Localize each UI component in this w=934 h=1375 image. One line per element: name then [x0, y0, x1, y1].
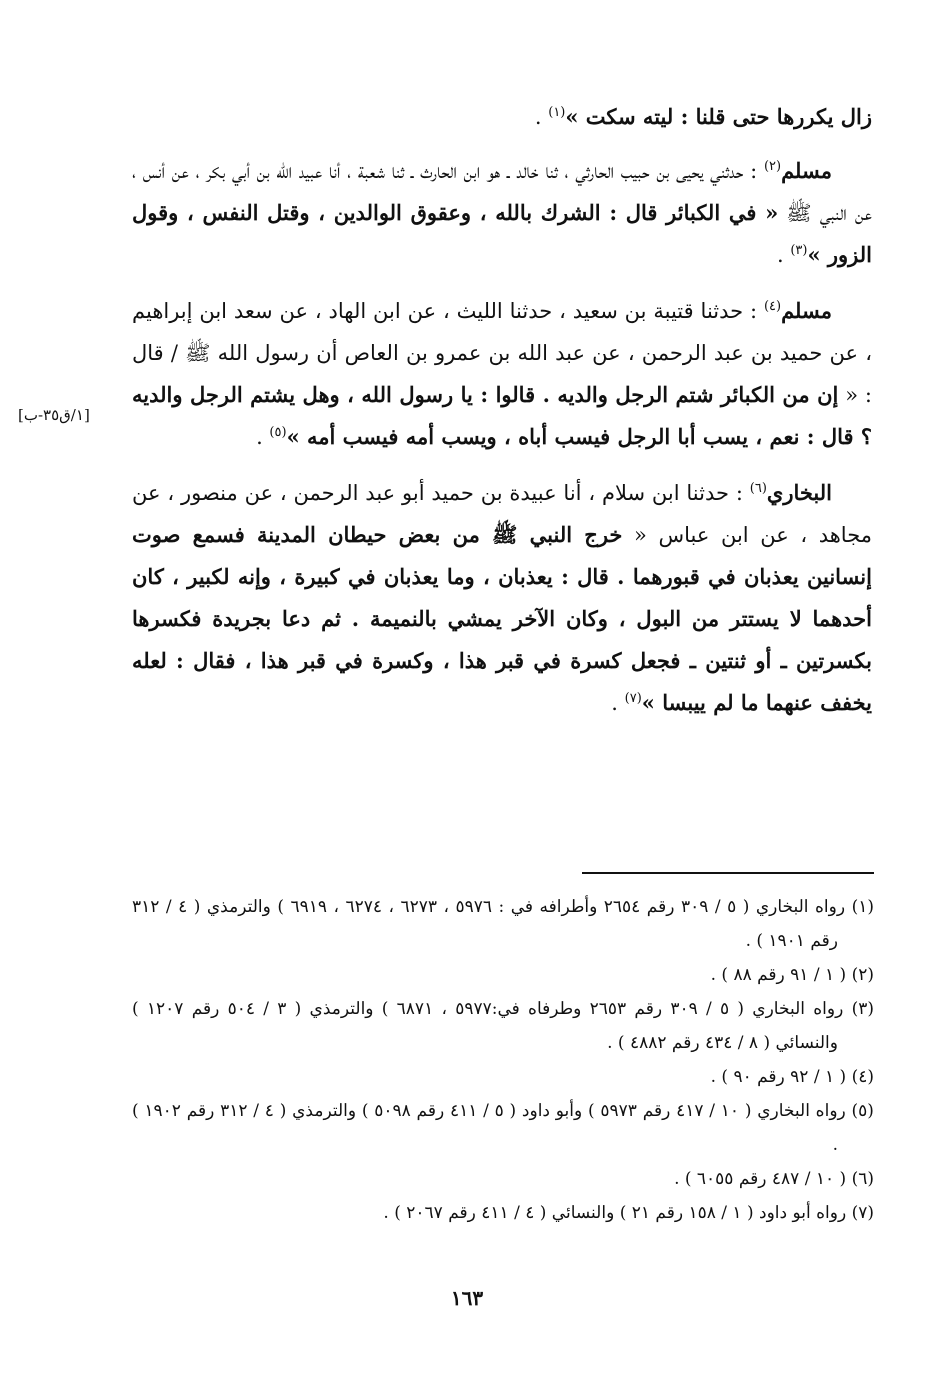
paragraph-end: .: [256, 425, 270, 449]
page-number: ١٦٣: [450, 1286, 484, 1310]
paragraph-end: .: [611, 691, 625, 715]
main-text: [132, 96, 872, 738]
hadith-text: « في الكبائر قال : الشرك بالله ، وعقوق الوالدين ، وقتل النفس ، وقول الزور »: [132, 200, 872, 267]
footnote-number: (١): [851, 897, 874, 917]
footnote-3: [132, 992, 874, 1060]
footnote-5: [132, 1094, 874, 1162]
footnote-divider: [582, 872, 874, 874]
footnote-text: رواه البخاري ( ١٠ / ٤١٧ رقم ٥٩٧٣ ) وأبو داود ( ٥ / ٤١١ رقم ٥٠٩٨ ) والترمذي ( ٤ / ٣١٢ رقم ١٩٠٢ ) .: [132, 1101, 846, 1155]
paragraph-end: .: [534, 105, 549, 129]
paragraph-1: [132, 96, 872, 138]
footnote-number: (٥): [851, 1101, 874, 1121]
footnote-text: ( ١ / ٩٢ رقم ٩٠ ) .: [710, 1067, 847, 1087]
footnote-number: (٣): [851, 999, 874, 1019]
footnote-number: (٤): [851, 1067, 874, 1087]
footnote-ref: (٥): [269, 425, 287, 440]
footnote-text: رواه أبو داود ( ١ / ١٥٨ رقم ٢١ ) والنسائي ( ٤ / ٤١١ رقم ٢٠٦٧ ) .: [383, 1203, 847, 1223]
footnote-6: [132, 1162, 874, 1196]
footnote-1: [132, 890, 874, 958]
isnad-chain: : حدثني يحيى بن حبيب الحارثي ، ثنا خالد ـ هو ابن الحارث ـ ثنا شعبة ، أنا عبيد الله بن أبي بكر ، عن أنس ، عن النبي ﷺ: [132, 159, 872, 225]
footnote-text: رواه البخاري ( ٥ / ٣٠٩ رقم ٢٦٥٣ وطرفاه في:٥٩٧٧ ، ٦٨٧١ ) والترمذي ( ٣ / ٥٠٤ رقم ١٢٠٧ ) والنسائي ( ٨ / ٤٣٤ رقم ٤٨٨٢ ) .: [132, 999, 844, 1053]
footnote-text: ( ١٠ / ٤٨٧ رقم ٦٠٥٥ ) .: [674, 1169, 847, 1189]
footnote-ref: (٤): [763, 299, 782, 314]
paragraph-end: .: [776, 243, 791, 267]
footnote-ref: (٦): [749, 481, 767, 496]
footnote-4: [132, 1060, 874, 1094]
footnote-2: [132, 958, 874, 992]
footnote-ref: (١): [548, 105, 566, 120]
hadith-text: إن من الكبائر شتم الرجل والديه . قالوا : يا رسول الله ، وهل يشتم الرجل والديه ؟ قال : نعم ، يسب أبا الرجل فيسب أباه ، ويسب أمه فيسب أمه »: [132, 382, 872, 449]
paragraph-4: [132, 472, 872, 724]
source-name: مسلم: [781, 158, 832, 183]
source-name: مسلم: [781, 298, 832, 323]
footnote-ref: (٧): [624, 691, 642, 706]
footnote-7: [132, 1196, 874, 1230]
hadith-text: خرج النبي ﷺ من بعض حيطان المدينة فسمع صوت إنسانين يعذبان في قبورهما . قال : يعذبان ، وما يعذبان في كبيرة ، وإنه لكبير ، كان أحدهما لا يستتر من البول ، وكان الآخر يمشي بالنميمة . ثم دعا بجريدة فكسرها بكسرتين ـ أو ثنتين ـ فجعل كسرة في قبر هذا ، وكسرة في قبر هذا ، فقال : لعله يخفف عنهما ما لم ييبسا »: [132, 522, 872, 715]
footnote-number: (٦): [851, 1169, 874, 1189]
footnote-ref: (٣): [790, 243, 808, 258]
isnad-chain: : حدثنا قتيبة بن سعيد ، حدثنا الليث ، عن ابن الهاد ، عن سعد ابن إبراهيم ، عن حميد بن عبد الرحمن ، عن عبد الله بن عمرو بن العاص أن رسول الله ﷺ / قال : «: [132, 299, 873, 407]
source-name: البخاري: [766, 480, 832, 505]
manuscript-folio-note: [١/ق٣٥-ب]: [18, 406, 90, 424]
isnad-chain: : حدثنا ابن سلام ، أنا عبيدة بن حميد أبو عبد الرحمن ، عن منصور ، عن مجاهد ، عن ابن عباس «: [132, 481, 872, 547]
paragraph-3: [132, 290, 872, 458]
footnote-number: (٢): [851, 965, 874, 985]
footnote-number: (٧): [851, 1203, 874, 1223]
footnote-text: ( ١ / ٩١ رقم ٨٨ ) .: [710, 965, 847, 985]
hadith-text: زال يكررها حتى قلنا : ليته سكت »: [565, 104, 872, 129]
footnote-text: رواه البخاري ( ٥ / ٣٠٩ رقم ٢٦٥٤ وأطرافه في : ٥٩٧٦ ، ٦٢٧٣ ، ٦٢٧٤ ، ٦٩١٩ ) والترمذي ( ٤ / ٣١٢ رقم ١٩٠١ ) .: [132, 897, 846, 951]
paragraph-2: [132, 150, 872, 276]
footnotes: [132, 890, 874, 1230]
footnote-ref: (٢): [763, 159, 782, 174]
